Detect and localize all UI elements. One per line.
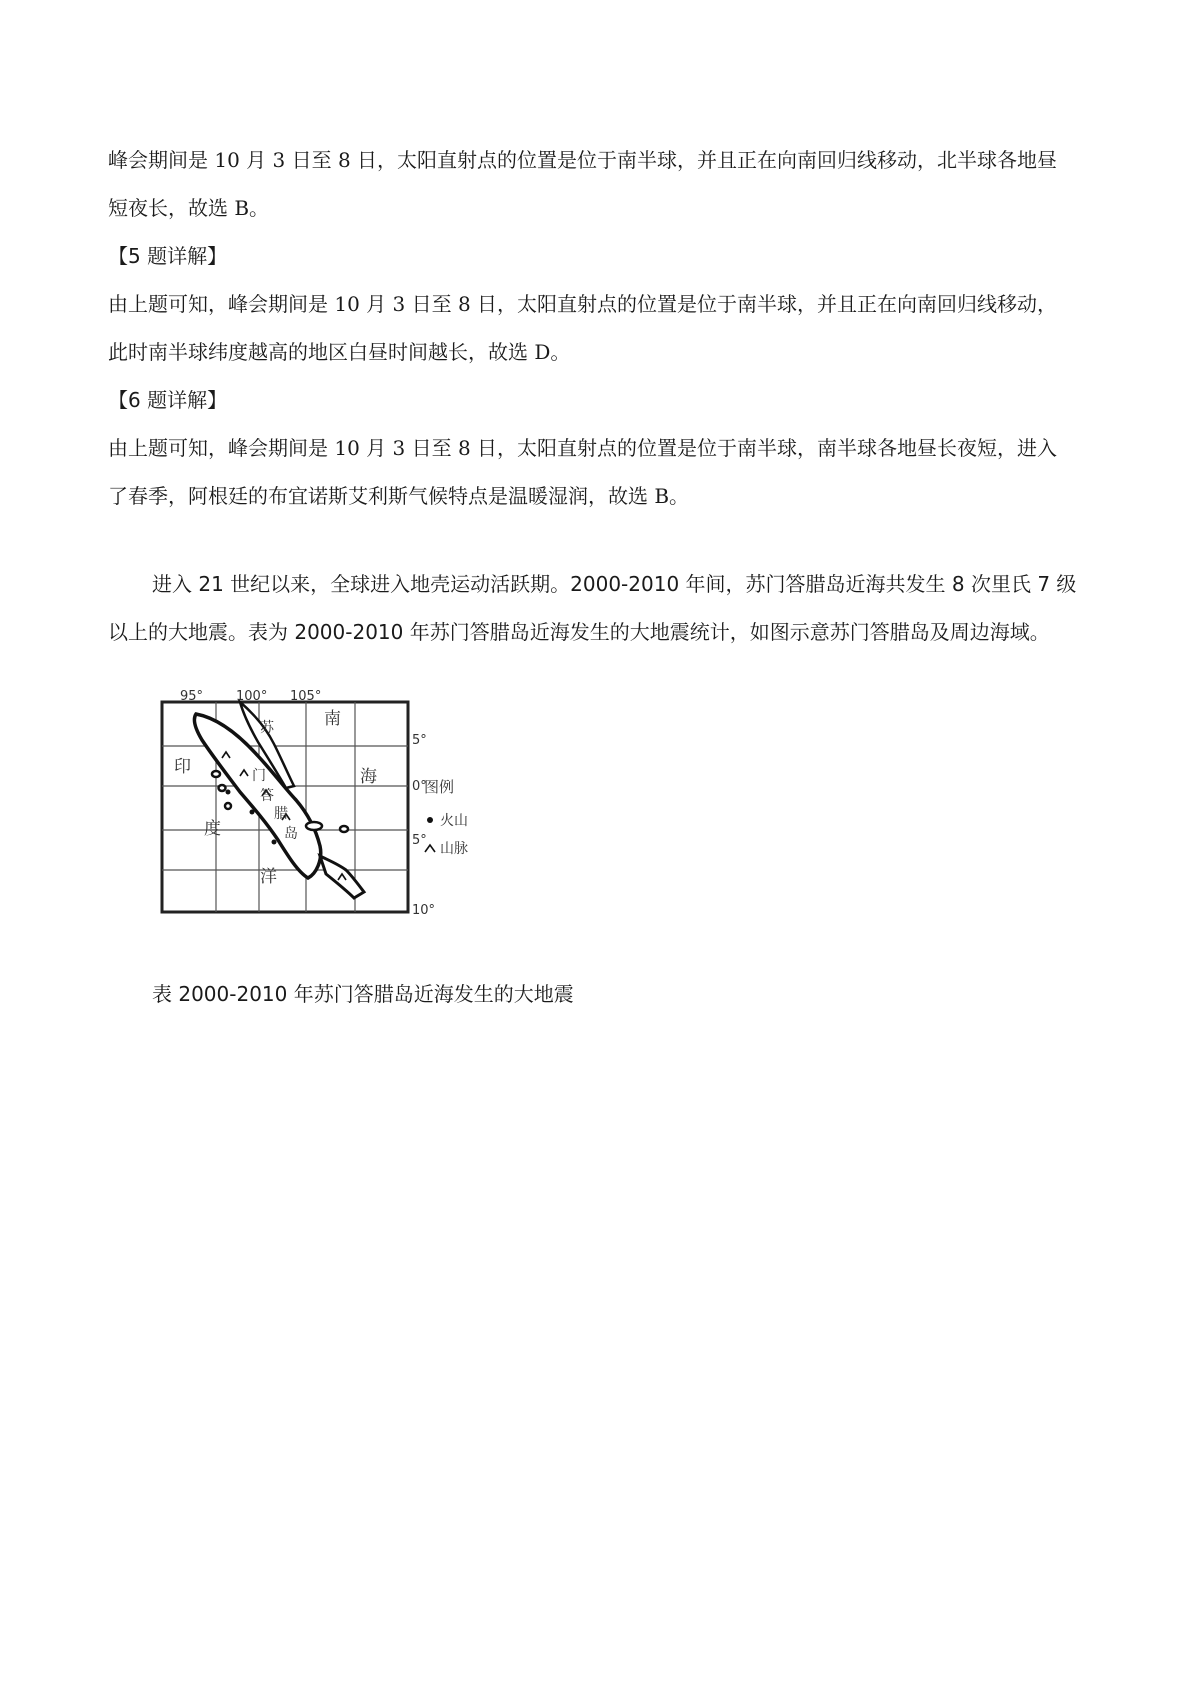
legend-volcano-label: 火山: [440, 813, 468, 829]
sumatra-map: [148, 688, 488, 933]
volcano-icon: [226, 790, 231, 795]
answer-line: 了春季，阿根廷的布宜诺斯艾利斯气候特点是温暖湿润，故选 B。: [108, 484, 690, 508]
lat-label: 5°: [412, 833, 427, 848]
q5-heading: 【5 题详解】: [108, 244, 228, 268]
passage-line: 以上的大地震。表为 2000-2010 年苏门答腊岛近海发生的大地震统计，如图示意苏门答腊岛及周边海域。: [108, 620, 1050, 644]
legend-mountain-label: 山脉: [440, 841, 468, 857]
lat-label: 0°: [412, 779, 427, 794]
map-legend: [424, 778, 468, 857]
island-label: 答: [260, 788, 274, 804]
q6-heading: 【6 题详解】: [108, 388, 228, 412]
volcano-icon: [272, 840, 277, 845]
passage-line: 进入 21 世纪以来，全球进入地壳运动活跃期。2000-2010 年间，苏门答腊岛近海共发生 8 次里氏 7 级: [152, 572, 1077, 596]
island-label: 苏: [260, 720, 274, 736]
answer-line: 由上题可知，峰会期间是 10 月 3 日至 8 日，太阳直射点的位置是位于南半球，并且正在向南回归线移动，: [108, 292, 1058, 316]
sea-label: 洋: [260, 867, 277, 887]
legend-title: 图例: [424, 778, 455, 796]
sea-label: 南: [324, 709, 341, 729]
table-caption: 表 2000-2010 年苏门答腊岛近海发生的大地震: [152, 982, 574, 1006]
sea-label: 海: [360, 767, 377, 787]
answer-line: 由上题可知，峰会期间是 10 月 3 日至 8 日，太阳直射点的位置是位于南半球，南半球各地昼长夜短，进入: [108, 436, 1058, 460]
lon-label: 105°: [290, 689, 322, 704]
volcano-icon: [250, 810, 255, 815]
lon-label: 100°: [236, 689, 268, 704]
volcano-icon: [427, 817, 433, 823]
answer-line: 此时南半球纬度越高的地区白昼时间越长，故选 D。: [108, 340, 571, 364]
island-label: 门: [252, 768, 266, 784]
sumatra-island: [194, 702, 364, 898]
lat-label: 5°: [412, 733, 427, 748]
answer-line: 峰会期间是 10 月 3 日至 8 日，太阳直射点的位置是位于南半球，并且正在向南回归线移动，北半球各地昼: [108, 148, 1058, 172]
lon-label: 95°: [180, 689, 204, 704]
island-label: 腊: [274, 806, 288, 822]
lat-label: 10°: [412, 903, 436, 918]
sea-label: 印: [174, 757, 191, 777]
island-label: 岛: [284, 826, 298, 842]
answer-line: 短夜长，故选 B。: [108, 196, 270, 220]
sea-label: 度: [204, 819, 221, 839]
